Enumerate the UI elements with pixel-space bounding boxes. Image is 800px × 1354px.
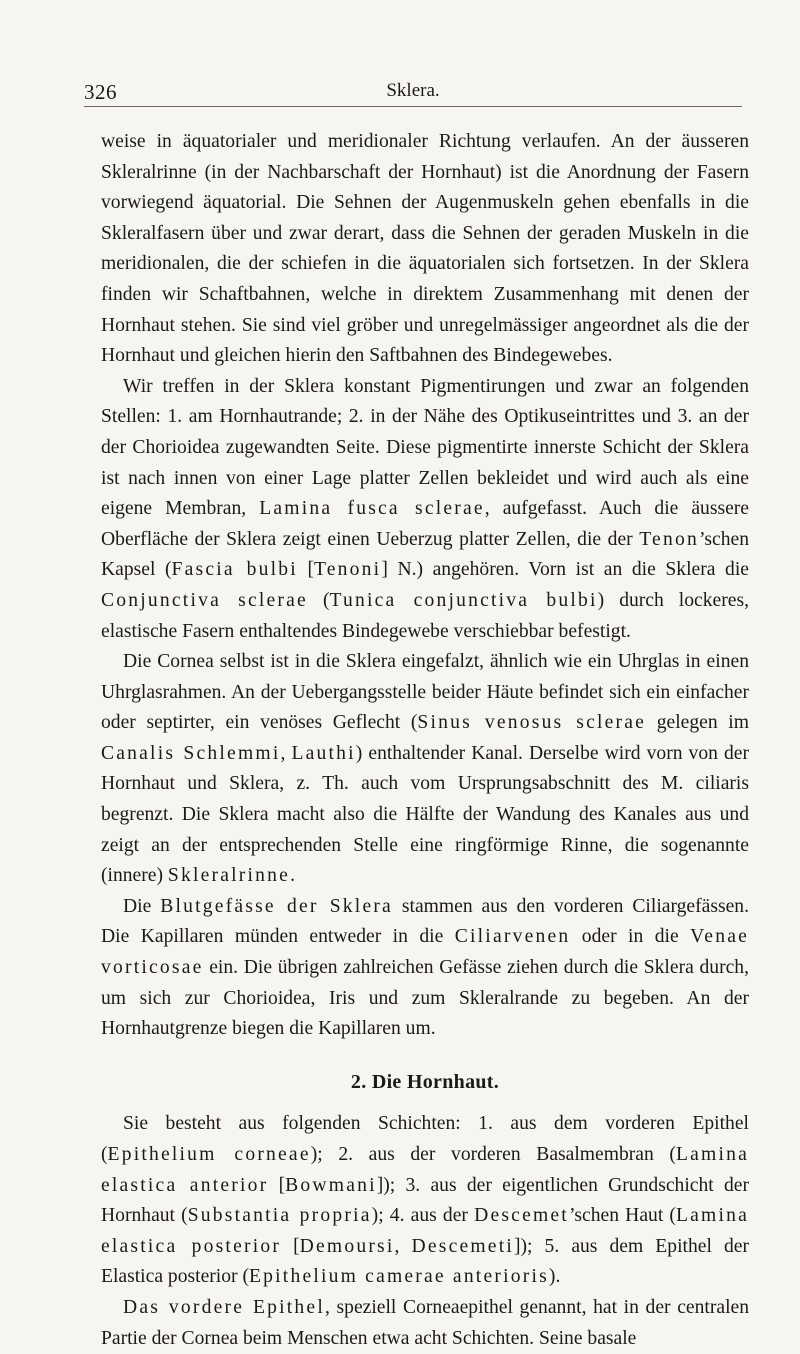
text-run: ] N.) angehören. Vorn ist an die Sklera die: [381, 559, 749, 581]
text-run: ); 2. aus der vorderen Basalmembran (: [310, 1144, 676, 1165]
spaced-term: Demoursi: [299, 1235, 395, 1257]
paragraph-2: [101, 372, 749, 647]
text-run: (: [307, 589, 330, 611]
paragraph-4: [101, 892, 749, 1045]
running-head: Sklera.: [386, 80, 440, 101]
text-run: Wir treffen in der Sklera konstant Pigmentirungen und zwar an folgenden Stellen: 1. am Hornhautrande; 2. in der Nähe des Optikuseintrittes und 3. an der der Chorioidea zugewandten Seite. Diese pigmentirte innerste Schicht der Sklera ist nach innen von einer Lage platter Zellen bekleidet und wird auch als eine eigene Membran,: [101, 375, 749, 520]
spaced-term: Epithelium corneae: [107, 1144, 311, 1165]
text-run: weise in äquatorialer und meridionaler Richtung verlaufen. An der äusseren Skleralrinne (in der Nachbarschaft der Hornhaut) ist die Anordnung der Fasern vorwiegend äquatorial. Die Sehnen der Augenmuskeln gehen ebenfalls in die Skleralfasern über und zwar derart, dass die Sehnen der geraden Muskeln in die meridionalen, die der schiefen in die äquatorialen sich fortsetzen. In der Sklera finden wir Schaftbahnen, welche in direktem Zusammenhang mit denen der Hornhaut stehen. Sie sind viel gröber und unregelmässiger angeordnet als die der Hornhaut und gleichen hierin den Saftbahnen des Bindegewebes.: [101, 131, 749, 367]
spaced-term: Das vordere Epithel: [123, 1296, 325, 1318]
paragraph-1: [101, 127, 749, 372]
text-run: [: [268, 1174, 286, 1196]
text-run: ]); 3. aus der eigentlichen Grundschicht der Hornhaut (: [101, 1174, 749, 1227]
spaced-term: Epithelium camerae anterioris: [249, 1266, 549, 1288]
text-run: [: [281, 1235, 300, 1257]
spaced-term: Lamina elastica posterior: [101, 1205, 749, 1257]
spaced-term: Lamina elastica anterior: [101, 1144, 749, 1196]
paragraph-6: [101, 1293, 749, 1354]
text-run: [: [297, 559, 314, 581]
spaced-term: Fascia bulbi: [171, 559, 298, 581]
text-run: oder in die: [570, 926, 691, 948]
spaced-term: Canalis Schlemmi: [101, 742, 281, 764]
page-header: [84, 80, 742, 107]
spaced-term: Tenon: [639, 528, 699, 550]
text-run: ]); 5. aus dem Epithel der Elastica posterior (: [101, 1235, 749, 1288]
text-run: Die: [123, 895, 161, 917]
spaced-term: Descemeti: [411, 1235, 514, 1257]
spaced-term: Bowmani: [285, 1174, 377, 1196]
spaced-term: Conjunctiva sclerae: [101, 589, 308, 611]
spaced-term: Skleralrinne: [167, 865, 291, 887]
text-run: ).: [548, 1266, 561, 1288]
spaced-term: Blutgefässe der Sklera: [160, 895, 393, 917]
text-run: ,: [394, 1235, 412, 1257]
text-run: ’schen Kapsel (: [101, 528, 749, 581]
text-run: Sie besteht aus folgenden Schichten: 1. aus dem vorderen Epithel (: [101, 1113, 749, 1165]
text-run: gelegen im: [646, 712, 749, 734]
paragraph-3: [101, 647, 749, 892]
spaced-term: Ciliarvenen: [454, 926, 571, 948]
text-run: ein. Die übrigen zahlreichen Gefässe ziehen durch die Sklera durch, um sich zur Chorioidea, Iris und zum Skleralrande zu begeben. An der Hornhautgrenze biegen die Kapillaren um.: [101, 957, 749, 1040]
spaced-term: Lamina fusca sclerae: [259, 498, 485, 520]
text-run: stammen aus den vorderen Ciliargefässen. Die Kapillaren münden entweder in die: [101, 895, 749, 948]
paragraph-5: [101, 1109, 749, 1293]
spaced-term: Lauthi: [291, 742, 356, 764]
text-run: ,: [280, 742, 292, 764]
spaced-term: Substantia propria: [187, 1205, 372, 1227]
spaced-term: Tunica conjunctiva bulbi: [329, 589, 598, 611]
section-heading: 2. Die Hornhaut.: [350, 1070, 500, 1093]
text-run: ) enthaltender Kanal. Derselbe wird vorn von der Hornhaut und Sklera, z. Th. auch vom Ursprungsabschnitt des M. ciliaris begrenzt. Die Sklera macht also die Hälfte der Wandung des Kanales aus und zeigt an der entsprechenden Stelle eine ringförmige Rinne, die sogenannte (innere): [101, 742, 750, 887]
spaced-term: Tenoni: [313, 559, 382, 581]
text-run: .: [290, 865, 295, 887]
spaced-term: Sinus venosus sclerae: [417, 712, 647, 734]
text-run: Die Cornea selbst ist in die Sklera eingefalzt, ähnlich wie ein Uhrglas in einen Uhrglasrahmen. An der Uebergangsstelle beider Häute befindet sich ein einfacher oder septirter, ein venöses Geflecht (: [101, 651, 749, 734]
body-text: [101, 127, 749, 1354]
text-run: , aufgefasst. Auch die äussere Oberfläche der Sklera zeigt einen Ueberzug platter Zellen, die der: [101, 498, 749, 550]
spaced-term: Venae vorticosae: [101, 926, 749, 979]
spaced-term: Descemet: [474, 1205, 569, 1227]
text-run: , speziell Corneaepithel genannt, hat in der centralen Partie der Cornea beim Menschen etwa acht Schichten. Seine basale: [101, 1296, 750, 1349]
text-run: ’schen Haut (: [568, 1205, 676, 1227]
text-run: ); 4. aus der: [371, 1205, 475, 1227]
page-number: 326: [84, 80, 117, 104]
text-run: ) durch lockeres, elastische Fasern enthaltendes Bindegewebe verschiebbar befestigt.: [101, 589, 749, 642]
